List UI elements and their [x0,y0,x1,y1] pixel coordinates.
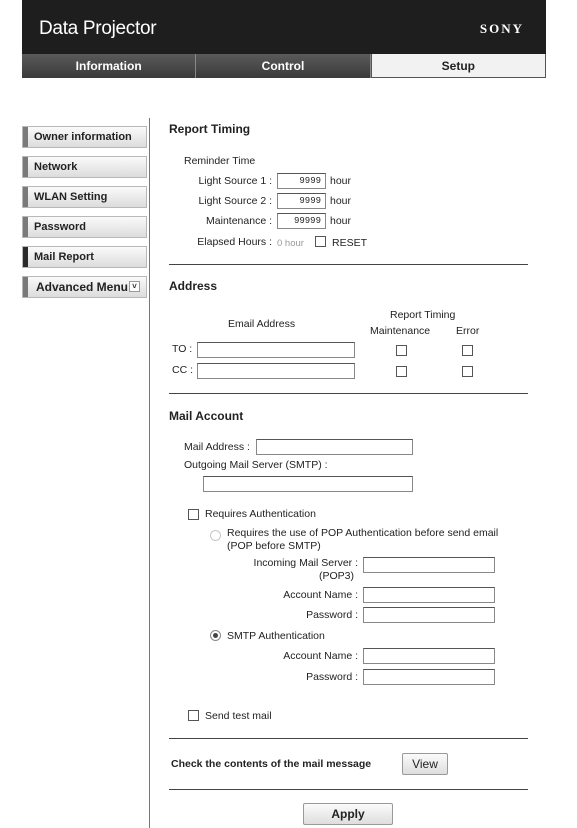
divider [169,393,528,394]
sidebar-item-label: Password [34,221,86,233]
divider [169,264,528,265]
tab-control[interactable]: Control [196,54,370,78]
cc-maintenance-checkbox[interactable] [396,366,407,377]
cc-error-checkbox[interactable] [462,366,473,377]
to-label: TO : [172,343,193,355]
send-test-mail-checkbox[interactable] [188,710,199,721]
cc-email-input[interactable] [197,363,355,379]
reset-label: RESET [332,237,368,249]
pop-account-name-input[interactable] [363,587,495,603]
app-header [22,0,546,54]
mail-address-label: Mail Address : [184,441,250,453]
light-source-2-unit: hour [330,195,352,207]
divider [169,789,528,790]
requires-auth-label: Requires Authentication [205,508,316,520]
pop-password-input[interactable] [363,607,495,623]
elapsed-hours-label: Elapsed Hours : [197,236,272,248]
pop-password-label: Password : [306,609,358,621]
light-source-2-label: Light Source 2 : [198,195,272,207]
sidebar-item-network[interactable] [22,156,147,178]
sidebar-item-mail-report[interactable] [22,246,147,268]
light-source-1-label: Light Source 1 : [198,175,272,187]
smtp-server-label: Outgoing Mail Server (SMTP) : [184,459,328,471]
maintenance-label: Maintenance : [206,215,272,227]
pop-before-smtp-radio[interactable] [210,530,221,541]
check-contents-label: Check the contents of the mail message [171,758,372,770]
send-test-mail-label: Send test mail [205,710,272,722]
email-address-header: Email Address [228,318,296,330]
sidebar-item-label: Owner information [34,131,132,143]
light-source-1-unit: hour [330,175,352,187]
maintenance-unit: hour [330,215,352,227]
maintenance-header: Maintenance [370,325,431,337]
sidebar-item-owner-information[interactable] [22,126,147,148]
divider [169,738,528,739]
smtp-server-input[interactable] [203,476,413,492]
sidebar-item-label: Advanced Menu [36,280,129,294]
light-source-2-input[interactable]: 9999 [277,193,326,209]
smtp-auth-label: SMTP Authentication [227,630,325,642]
to-maintenance-checkbox[interactable] [396,345,407,356]
incoming-server-label: Incoming Mail Server : [253,557,358,569]
main-tabs [22,54,546,78]
smtp-auth-radio[interactable] [210,630,221,641]
to-error-checkbox[interactable] [462,345,473,356]
report-timing-title: Report Timing [169,122,251,136]
app-title: Data Projector [39,18,157,39]
error-header: Error [456,325,480,337]
reset-checkbox[interactable] [315,236,326,247]
brand-logo: SONY [479,21,524,36]
requires-auth-checkbox[interactable] [188,509,199,520]
cc-label: CC : [172,364,193,376]
tab-setup[interactable]: Setup [371,54,546,78]
maintenance-input[interactable]: 99999 [277,213,326,229]
tab-information[interactable]: Information [22,54,196,78]
sidebar-item-label: WLAN Setting [34,191,108,203]
to-email-input[interactable] [197,342,355,358]
apply-button[interactable]: Apply [303,803,393,825]
sidebar-item-password[interactable] [22,216,147,238]
incoming-server-input[interactable] [363,557,495,573]
smtp-account-name-input[interactable] [363,648,495,664]
sidebar-item-label: Mail Report [34,251,94,263]
view-button[interactable]: View [402,753,448,775]
smtp-password-label: Password : [306,671,358,683]
reminder-time-label: Reminder Time [184,155,256,167]
sidebar-item-wlan-setting[interactable] [22,186,147,208]
smtp-password-input[interactable] [363,669,495,685]
sidebar-item-advanced-menu[interactable] [22,276,147,298]
pop-auth-sublabel: (POP before SMTP) [227,540,321,552]
pop-account-name-label: Account Name : [283,589,358,601]
sidebar [22,126,149,306]
sidebar-item-label: Network [34,161,78,173]
report-timing-header: Report Timing [390,309,456,321]
elapsed-hours-value: 0 hour [277,238,304,249]
pop-auth-label: Requires the use of POP Authentication before send email [227,527,499,539]
address-title: Address [169,279,218,293]
mail-address-input[interactable] [256,439,413,455]
incoming-server-sublabel: (POP3) [318,570,354,582]
chevron-down-icon: ˅ [129,281,140,292]
smtp-account-name-label: Account Name : [283,650,358,662]
light-source-1-input[interactable]: 9999 [277,173,326,189]
mail-account-title: Mail Account [169,409,244,423]
